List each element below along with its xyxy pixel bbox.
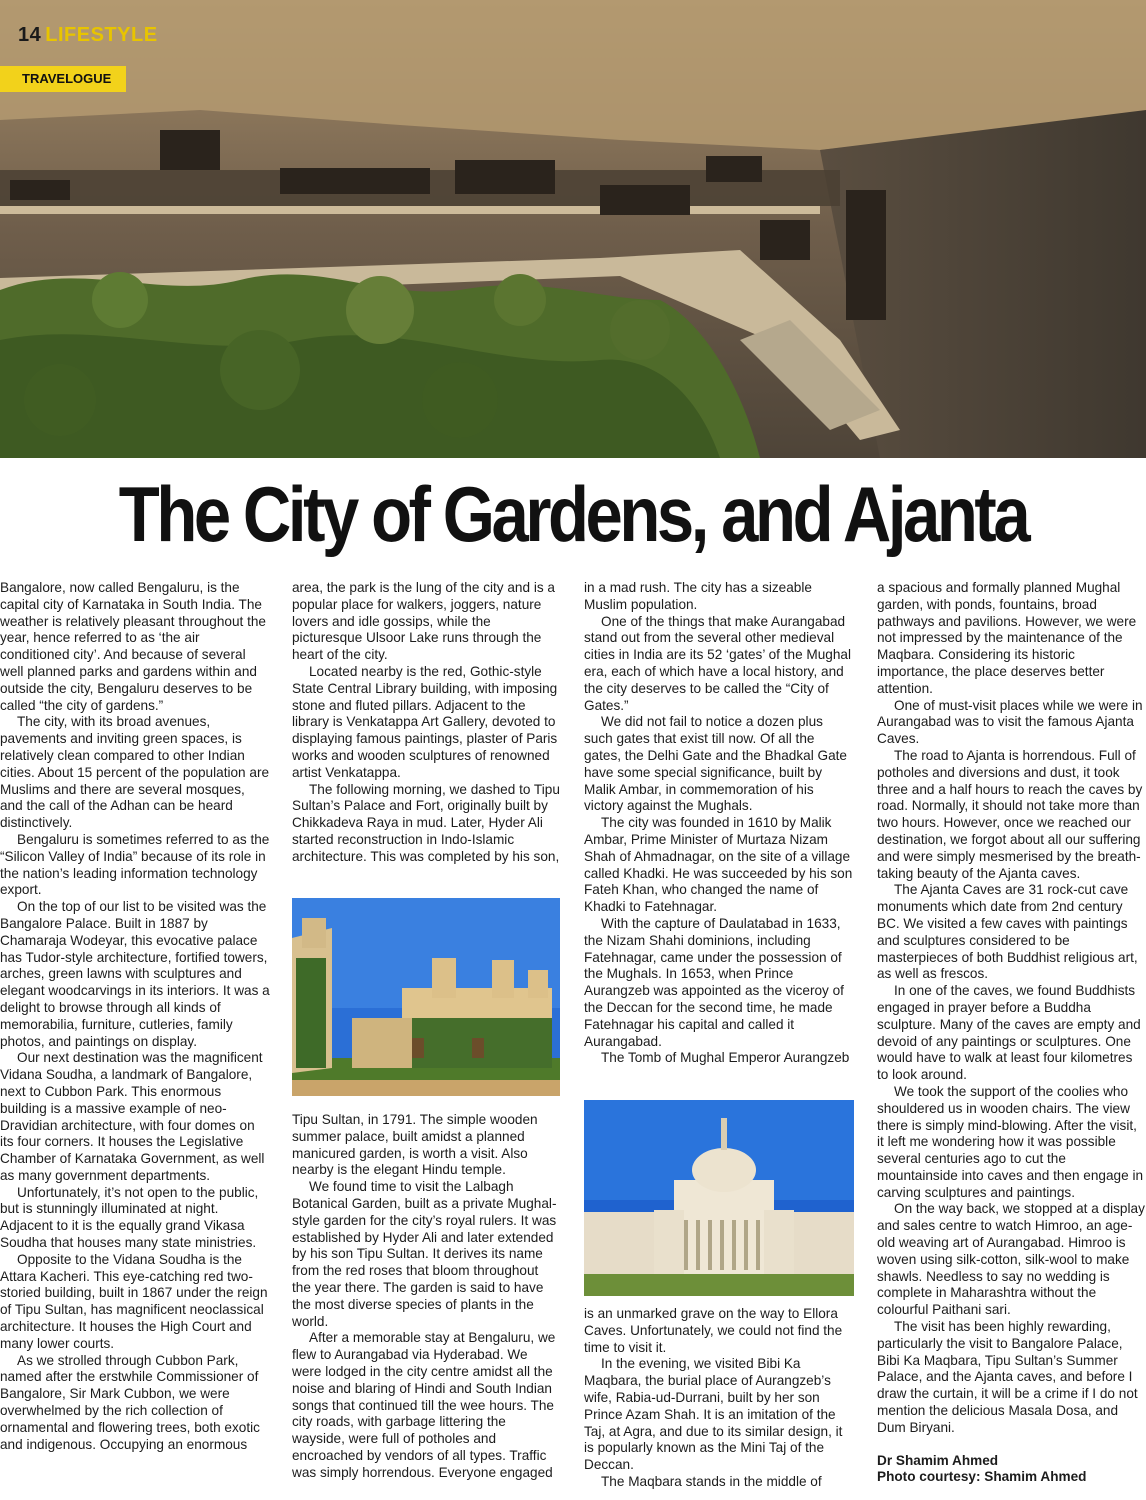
paragraph: Opposite to the Vidana Soudha is the Attara Kacheri. This eye-catching red two-storied building, built in 1867 under the reign of Tipu Sultan, has magnificent neoclassical architecture. It houses the High Court and many lower courts. <box>0 1251 268 1351</box>
paragraph: On the top of our list to be visited was the Bangalore Palace. Built in 1887 by Chamaraja Wodeyar, this evocative palace has Tudor-style architecture, fortified towers, arches, green lawns with sculptures and elegant woodcarvings in its interiors. It was a delight to browse through all kinds of memorabilia, furniture, cutleries, family photos, and paintings on display. <box>0 899 270 1049</box>
paragraph: is an unmarked grave on the way to Ellora Caves. Unfortunately, we could not find the time to visit it. <box>584 1306 843 1355</box>
paragraph: We found time to visit the Lalbagh Botanical Garden, built as a private Mughal-style garden for the city’s royal rulers. It was established by Hyder Ali and later extended by his son Tipu Sultan. It derives its name from the red roses that bloom throughout the year there. The garden is said to have the most diverse species of plants in the world. <box>292 1179 557 1329</box>
column-3-top <box>584 580 854 1067</box>
paragraph: As we strolled through Cubbon Park, named after the erstwhile Commissioner of Bangalore, Sir Mark Cubbon, we were overwhelmed by the rich collection of ornamental and flowering trees, both exotic and indigenous. Occupying an enormous <box>0 1352 260 1452</box>
column-2-bottom <box>292 1112 560 1482</box>
palace-illustration <box>292 898 560 1096</box>
paragraph: With the capture of Daulatabad in 1633, the Nizam Shahi dominions, including Fatehnagar, came under the possession of the Mughals. In 1653, when Prince Aurangzeb was appointed as the viceroy of the Deccan for the second time, he made Fatehnagar his capital and called it Aurangabad. <box>584 915 844 1049</box>
paragraph: Bangalore, now called Bengaluru, is the capital city of Karnataka in South India. The weather is relatively pleasant throughout the year, hence referred to as ‘the air conditioned city’. And because of several well planned parks and gardens within and outside the city, Bengaluru deserves to be called “the city of gardens.” <box>0 580 266 713</box>
paragraph: One of the things that make Aurangabad stand out from the several other medieval cities in India are its 52 ‘gates’ of the Mughal era, each of which have a local history, and the city deserves to be called the “City of Gates.” <box>584 613 851 713</box>
paragraph: in a mad rush. The city has a sizeable Muslim population. <box>584 580 812 612</box>
paragraph: The Tomb of Mughal Emperor Aurangzeb <box>601 1050 850 1066</box>
bangalore-palace-photo <box>292 898 560 1096</box>
vidana-soudha-photo <box>584 1100 854 1296</box>
photo-credit: Photo courtesy: Shamim Ahmed <box>877 1469 1087 1485</box>
page-number: 14 <box>18 24 42 46</box>
paragraph: The visit has been highly rewarding, particularly the visit to Bangalore Palace, Bibi Ka Maqbara, Tipu Sultan’s Summer Palace, and the Ajanta caves, and before I draw the curtain, it will be a crime if I do not mention the delicious Masala Dosa, and Dum Biryani. <box>877 1319 1138 1435</box>
paragraph: Unfortunately, it’s not open to the public, but is stunningly illuminated at night. Adjacent to it is the equally grand Vikasa Soudha that houses many state ministries. <box>0 1184 259 1251</box>
paragraph: The city, with its broad avenues, pavements and inviting green spaces, is relatively clean compared to other Indian cities. About 15 percent of the population are Muslims and there are several mosques, and the call of the Adhan can be heard distinctively. <box>0 714 270 831</box>
paragraph: The Ajanta Caves are 31 rock-cut cave monuments which date from 2nd century BC. We visited a few caves with paintings and sculptures considered to be masterpieces of both Buddhist religious art, as well as frescos. <box>877 882 1138 982</box>
paragraph: One of must-visit places while we were in Aurangabad was to visit the famous Ajanta Caves. <box>877 697 1143 747</box>
headline: The City of Gardens, and Ajanta <box>118 470 1028 558</box>
paragraph: Located nearby is the red, Gothic-style State Central Library building, with imposing stone and fluted pillars. Adjacent to the library is Venkatappa Art Gallery, devoted to displaying famous paintings, plaster of Paris works and wooden sculptures of renowned artist Venkatappa. <box>292 663 558 780</box>
paragraph: In one of the caves, we found Buddhists engaged in prayer before a Buddha sculpture. Many of the caves are empty and devoid of any paintings or sculptures. One would have to walk at least four kilometres to look around. <box>877 983 1141 1083</box>
cliff-illustration <box>0 0 1146 458</box>
paragraph: The Maqbara stands in the middle of <box>601 1473 822 1489</box>
section-name: LIFESTYLE <box>45 24 158 46</box>
column-3-bottom <box>584 1306 854 1491</box>
section-tag: TRAVELOGUE <box>0 66 126 92</box>
paragraph: a spacious and formally planned Mughal garden, with ponds, fountains, broad pathways and pavilions. However, we were not impressed by the maintenance of the Maqbara. Considering its historic importance, the place deserves better attention. <box>877 580 1137 696</box>
paragraph: The road to Ajanta is horrendous. Full of potholes and diversions and dust, it took three and a half hours to reach the caves by road. Normally, it should not take more than two hours. However, once we reached our destination, we forgot about all our suffering and were simply mesmerised by the breath-taking beauty of the Ajanta caves. <box>877 747 1143 881</box>
paragraph: We did not fail to notice a dozen plus such gates that exist till now. Of all the gates, the Delhi Gate and the Bhadkal Gate have some special significance, built by Malik Ambar, in commemoration of his victory against the Mughals. <box>584 714 847 814</box>
column-1 <box>0 580 270 1453</box>
column-4 <box>877 580 1146 1486</box>
paragraph: The city was founded in 1610 by Malik Ambar, Prime Minister of Murtaza Nizam Shah of Ahmadnagar, on the site of a village called Khadki. He was succeeded by his son Fateh Khan, who changed the name of Khadki to Fatehnagar. <box>584 815 853 915</box>
paragraph: Bengaluru is sometimes referred to as the “Silicon Valley of India” because of its role in the nation’s leading information technology export. <box>0 831 270 898</box>
column-2-top <box>292 580 560 866</box>
vidana-illustration <box>584 1100 854 1296</box>
paragraph: In the evening, we visited Bibi Ka Maqbara, the burial place of Aurangzeb’s wife, Rabia-ud-Durrani, built by her son Prince Azam Shah. It is an imitation of the Taj, at Agra, and due to its similar design, it is popularly known as the Mini Taj of the Deccan. <box>584 1356 843 1473</box>
paragraph: The following morning, we dashed to Tipu Sultan’s Palace and Fort, originally built by Chikkadeva Raya in mud. Later, Hyder Ali started reconstruction in Indo-Islamic architecture. This was completed by his son, <box>292 781 560 864</box>
paragraph: On the way back, we stopped at a display and sales centre to watch Himroo, an age-old weaving art of Aurangabad. Himroo is woven using silk-cotton, silk-wool to make shawls. Needless to say no wedding is complete in Maharashtra without the colourful Paithani sari. <box>877 1201 1145 1318</box>
paragraph: Tipu Sultan, in 1791. The simple wooden summer palace, built amidst a planned manicured garden, is worth a visit. Also nearby is the elegant Hindu temple. <box>292 1112 538 1178</box>
paragraph: We took the support of the coolies who shouldered us in wooden chairs. The view there is simply mind-blowing. After the visit, it left me wondering how it was possible several centuries ago to cut the mountainside into caves and then engage in carving sculptures and paintings. <box>877 1083 1144 1200</box>
hero-photo-ajanta-caves <box>0 0 1146 458</box>
author-byline: Dr Shamim Ahmed <box>877 1452 999 1468</box>
paragraph: Our next destination was the magnificent Vidana Soudha, a landmark of Bangalore, next to Cubbon Park. This enormous building is a massive example of neo-Dravidian architecture, with four domes on its four corners. It houses the Legislative Chamber of Karnataka Government, as well as many government departments. <box>0 1050 265 1183</box>
page-header <box>18 24 158 47</box>
paragraph: area, the park is the lung of the city and is a popular place for walkers, joggers, nature lovers and idle gossips, while the picturesque Ulsoor Lake runs through the heart of the city. <box>292 580 555 663</box>
paragraph: After a memorable stay at Bengaluru, we flew to Aurangabad via Hyderabad. We were lodged in the city centre amidst all the noise and blaring of Hindi and South Indian songs that continued till the wee hours. The city roads, with garbage littering the wayside, were full of potholes and encroached by vendors of all types. Traffic was simply horrendous. Everyone engaged <box>292 1330 556 1480</box>
